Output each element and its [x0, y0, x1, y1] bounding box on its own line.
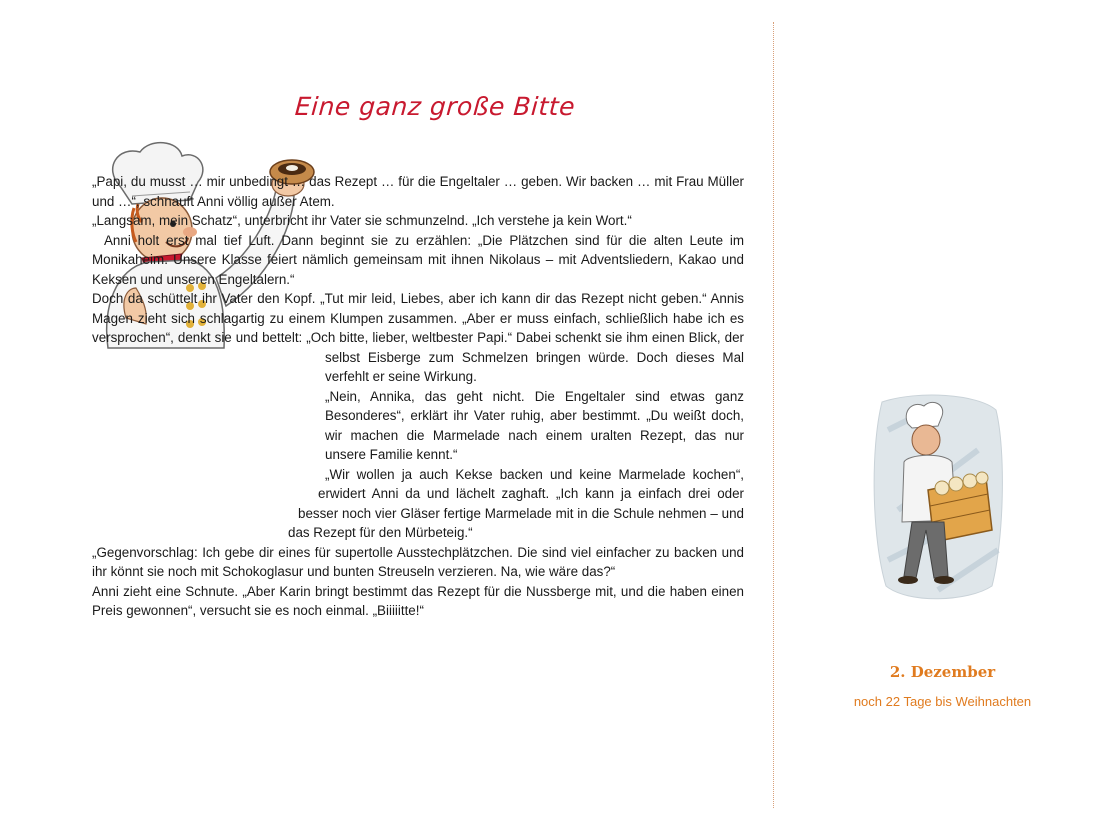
story-paragraph: „Langsam, mein Schatz“, unterbricht ihr Vater sie schmunzelnd. „Ich verstehe ja kein Wort.“	[92, 213, 632, 228]
chapter-title: Eine ganz große Bitte	[293, 92, 577, 121]
story-paragraph: „Papi, du musst … mir unbedingt … das Rezept … für die Engeltaler … geben. Wir backen … mit Frau Müller und …“, schnauft Anni völlig außer Atem.	[92, 174, 744, 209]
baker-illustration	[868, 390, 1008, 605]
christmas-countdown: noch 22 Tage bis Weihnachten	[853, 694, 1032, 709]
story-paragraph: Anni holt erst mal tief Luft. Dann beginnt sie zu erzählen: „Die Plätzchen sind für die alten Leute im Monikaheim. Unsere Klasse feiert nämlich gemeinsam mit ihnen Nikolaus – mit Adventsliedern, Kakao und Keksen und unseren Engeltalern.“	[92, 232, 744, 287]
story-paragraph: Anni zieht eine Schnute. „Aber Karin bringt bestimmt das Rezept für die Nussberge mit, und die haben einen Preis gewonnen“, versucht sie es noch einmal. „Biiiiitte!“	[92, 583, 744, 618]
story-text	[92, 172, 744, 621]
story-paragraph: „Gegenvorschlag: Ich gebe dir eines für supertolle Ausstechplätzchen. Die sind viel einfacher zu backen und ihr könnt sie noch mit Schokoglasur und bunten Streuseln verzieren. Na, wie wäre das?“	[92, 544, 744, 579]
story-paragraph: Doch da schüttelt ihr Vater den Kopf. „Tut mir leid, Liebes, aber ich kann dir das Rezept nicht geben.“ Annis Magen zieht sich schlagartig zu einem Klumpen zusammen. „Aber er muss einfach, schließlich habe ich es versprochen“, denkt sie und bettelt: „Och bitte, lieber, weltbester Papi.“ Dabei schenkt sie ihm einen Blick, der selbst Eisberge zum Schmelzen bringen würde. Doch dieses Mal verfehlt er seine Wirkung.	[92, 291, 744, 384]
calendar-date: 2. Dezember	[889, 663, 996, 681]
story-paragraph: „Wir wollen ja auch Kekse backen und keine Marmelade kochen“, erwidert Anni da und lächelt zaghaft. „Ich kann ja einfach drei oder besser noch vier Gläser fertige Marmelade mit in die Schule nehmen – und das Rezept für den Mürbeteig.“	[288, 466, 744, 540]
page-divider	[773, 22, 774, 808]
story-paragraph: „Nein, Annika, das geht nicht. Die Engeltaler sind etwas ganz Besonderes“, erklärt ihr Vater ruhig, aber bestimmt. „Du weißt doch, wir machen die Marmelade nach einem uralten Rezept, das nur unsere Familie kennt.“	[325, 388, 744, 462]
